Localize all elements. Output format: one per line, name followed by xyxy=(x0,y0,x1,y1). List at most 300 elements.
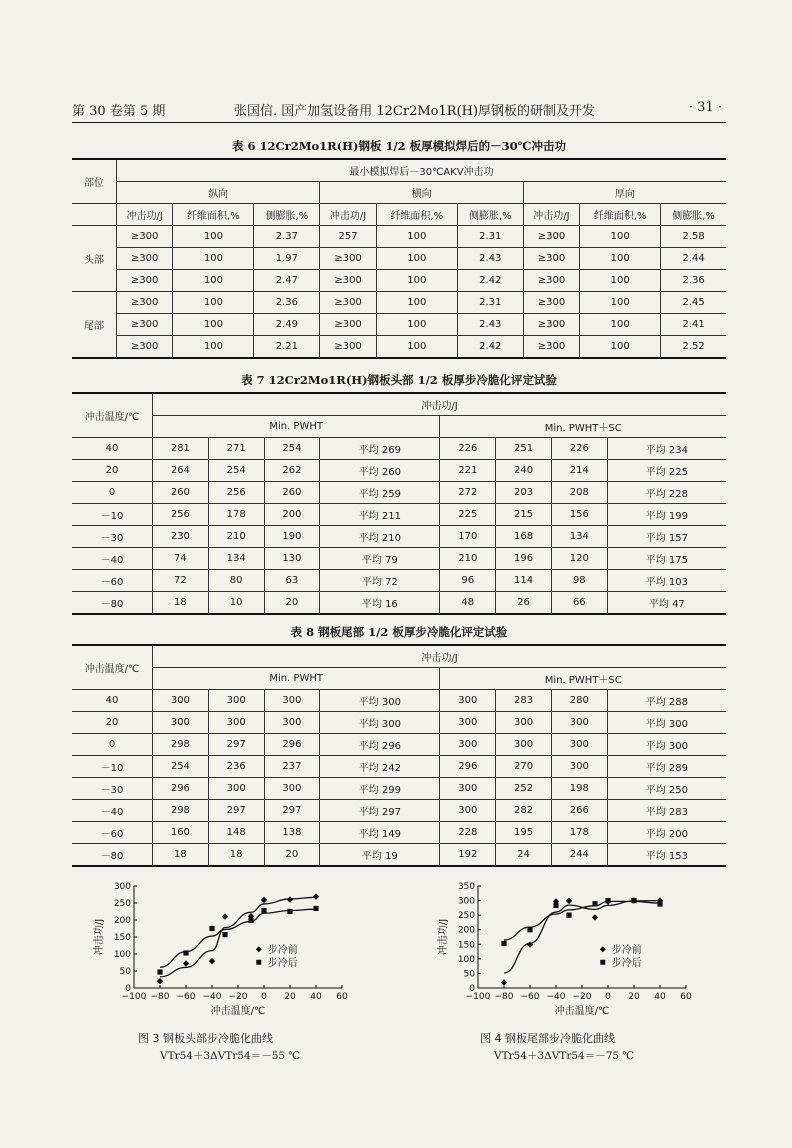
data-point-square xyxy=(527,927,532,932)
table8-group-header: Min. PWHT＋SC xyxy=(440,668,726,690)
table-cell: 264 xyxy=(153,460,209,482)
table-cell: 225 xyxy=(440,504,496,526)
table-cell: 18 xyxy=(208,844,264,867)
y-tick-label: 350 xyxy=(457,882,475,892)
table-cell: －40 xyxy=(72,548,153,570)
table-cell: 300 xyxy=(440,690,496,712)
table-cell: ≥300 xyxy=(117,292,173,314)
y-tick-label: 50 xyxy=(463,969,475,980)
x-tick-label: 40 xyxy=(310,992,322,1002)
table-cell: 18 xyxy=(153,844,209,867)
table7-group-header: Min. PWHT＋SC xyxy=(440,416,726,438)
x-axis-label: 冲击温度/℃ xyxy=(554,1006,610,1017)
table6-top-header: 最小模拟焊后－30℃AKV冲击功 xyxy=(117,159,727,182)
table-cell: 平均 300 xyxy=(607,734,726,756)
y-tick-label: 250 xyxy=(113,899,131,909)
table-cell: 198 xyxy=(551,778,607,800)
table-cell: 平均 297 xyxy=(320,800,440,822)
table-cell: 2.52 xyxy=(661,336,726,359)
table8-caption: 表 8 钢板尾部 1/2 板厚步冷脆化评定试验 xyxy=(290,625,508,639)
table-row xyxy=(72,690,726,712)
table-cell: －10 xyxy=(72,756,153,778)
data-point-diamond xyxy=(566,898,572,904)
table-cell: 100 xyxy=(376,270,457,292)
y-axis-label: 冲击功/J xyxy=(94,918,105,956)
table-cell: 平均 260 xyxy=(320,460,440,482)
table6 xyxy=(72,158,726,359)
table-cell: 300 xyxy=(551,712,607,734)
table6-part-cell: 头部 xyxy=(72,226,117,292)
table-cell: 平均 300 xyxy=(320,712,440,734)
table-cell: 300 xyxy=(264,778,320,800)
figure4-caption: 图 4 钢板尾部步冷脆化曲线 xyxy=(480,1032,615,1045)
table-cell: 100 xyxy=(580,248,661,270)
legend-label: 步冷后 xyxy=(267,958,298,970)
table-cell: 300 xyxy=(440,712,496,734)
table-cell: －80 xyxy=(72,844,153,867)
table-cell: 2.42 xyxy=(457,336,523,359)
table-cell: 251 xyxy=(496,438,552,460)
table-cell: 0 xyxy=(72,734,153,756)
table-cell: ≥300 xyxy=(320,336,376,359)
table-row xyxy=(72,314,726,336)
table-cell: ≥300 xyxy=(117,314,173,336)
table-cell: 178 xyxy=(551,822,607,844)
table-row xyxy=(72,592,726,615)
table-cell: 平均 289 xyxy=(607,756,726,778)
table-cell: 48 xyxy=(440,592,496,615)
table-cell: 297 xyxy=(208,800,264,822)
table-row xyxy=(72,438,726,460)
table-cell: 2.58 xyxy=(661,226,726,248)
table-cell: 280 xyxy=(551,690,607,712)
table-cell: 240 xyxy=(496,460,552,482)
table-cell: 236 xyxy=(208,756,264,778)
table-cell: ≥300 xyxy=(117,336,173,359)
table-cell: 100 xyxy=(376,292,457,314)
table-cell: 100 xyxy=(580,270,661,292)
table-row xyxy=(72,292,726,314)
table-cell: 平均 175 xyxy=(607,548,726,570)
table-cell: 210 xyxy=(440,548,496,570)
legend-marker-diamond xyxy=(600,946,606,952)
table-cell: ≥300 xyxy=(117,226,173,248)
table6-subcol-header: 侧膨胀,% xyxy=(661,204,726,226)
table7-energy-header: 冲击功/J xyxy=(153,393,727,416)
table-cell: 平均 250 xyxy=(607,778,726,800)
table-cell: 100 xyxy=(376,314,457,336)
table-cell: 300 xyxy=(264,712,320,734)
x-tick-label: −60 xyxy=(520,992,540,1002)
table-cell: 298 xyxy=(153,734,209,756)
table-cell: 2.49 xyxy=(254,314,320,336)
table-row xyxy=(72,504,726,526)
table6-part-header: 部位 xyxy=(72,159,117,204)
table-cell: 平均 242 xyxy=(320,756,440,778)
table-cell: 2.41 xyxy=(661,314,726,336)
table6-caption: 表 6 12Cr2Mo1R(H)钢板 1/2 板厚模拟焊后的－30℃冲击功 xyxy=(232,139,566,153)
data-point-square xyxy=(261,908,266,913)
table-row xyxy=(72,482,726,504)
table-cell: －10 xyxy=(72,504,153,526)
table-cell: 平均 199 xyxy=(607,504,726,526)
table-row xyxy=(72,548,726,570)
table-cell: 254 xyxy=(153,756,209,778)
table-cell: 282 xyxy=(496,800,552,822)
y-tick-label: 200 xyxy=(457,925,475,936)
data-point-square xyxy=(605,898,610,903)
y-tick-label: 0 xyxy=(125,984,131,994)
table6-subcol-header: 侧膨胀,% xyxy=(457,204,523,226)
data-point-square xyxy=(157,969,162,974)
data-point-square xyxy=(183,950,188,955)
legend-label: 步冷后 xyxy=(611,958,642,970)
table-cell: 40 xyxy=(72,438,153,460)
table-cell: 平均 269 xyxy=(320,438,440,460)
table-row xyxy=(72,712,726,734)
x-tick-label: −100 xyxy=(121,992,147,1002)
data-point-square xyxy=(287,909,292,914)
table-cell: 2.37 xyxy=(254,226,320,248)
x-tick-label: 0 xyxy=(261,992,267,1002)
table7-group-header: Min. PWHT xyxy=(153,416,440,438)
y-axis-label: 冲击功/J xyxy=(438,918,449,956)
table-cell: 40 xyxy=(72,690,153,712)
table-cell: 170 xyxy=(440,526,496,548)
table-cell: 平均 234 xyxy=(607,438,726,460)
data-point-diamond xyxy=(222,913,228,919)
table-cell: 0 xyxy=(72,482,153,504)
table-cell: 平均 259 xyxy=(320,482,440,504)
table-cell: 100 xyxy=(580,226,661,248)
table-cell: 271 xyxy=(208,438,264,460)
table6-group-header: 厚向 xyxy=(523,182,726,204)
table-cell: 2.42 xyxy=(457,270,523,292)
table-cell: ≥300 xyxy=(320,248,376,270)
table6-group-header: 横向 xyxy=(320,182,523,204)
data-point-square xyxy=(209,926,214,931)
table-row xyxy=(72,526,726,548)
table-cell: 200 xyxy=(264,504,320,526)
table-cell: 266 xyxy=(551,800,607,822)
table7 xyxy=(72,392,726,615)
table-cell: 226 xyxy=(551,438,607,460)
table6-subcol-header: 纤维面积,% xyxy=(173,204,254,226)
table-cell: 100 xyxy=(173,336,254,359)
table-cell: 297 xyxy=(264,800,320,822)
data-point-square xyxy=(657,901,662,906)
table-cell: 300 xyxy=(496,712,552,734)
table-cell: 平均 288 xyxy=(607,690,726,712)
table8-temp-header: 冲击温度/℃ xyxy=(72,645,153,690)
legend-marker-square xyxy=(600,960,605,965)
x-tick-label: −40 xyxy=(546,992,566,1002)
table6-subcol-header: 纤维面积,% xyxy=(376,204,457,226)
table-cell: 228 xyxy=(440,822,496,844)
table-cell: 300 xyxy=(153,712,209,734)
table-cell: 100 xyxy=(173,226,254,248)
table-cell: 18 xyxy=(153,592,209,615)
table6-subcol-header: 冲击功/J xyxy=(320,204,376,226)
header-rule xyxy=(72,122,726,123)
figure3-caption: 图 3 钢板头部步冷脆化曲线 xyxy=(138,1032,273,1045)
table-cell: 298 xyxy=(153,800,209,822)
table-cell: 100 xyxy=(376,248,457,270)
table-row xyxy=(72,226,726,248)
y-tick-label: 0 xyxy=(469,984,475,994)
table-cell: 226 xyxy=(440,438,496,460)
x-tick-label: −80 xyxy=(150,992,170,1002)
table-cell: 300 xyxy=(551,734,607,756)
table-cell: 270 xyxy=(496,756,552,778)
table6-blank-cell xyxy=(72,204,117,226)
table-cell: 134 xyxy=(208,548,264,570)
table-row xyxy=(72,844,726,867)
data-point-diamond xyxy=(261,897,267,903)
y-tick-label: 100 xyxy=(113,950,131,960)
table-row xyxy=(72,570,726,592)
table-cell: ≥300 xyxy=(320,292,376,314)
journal-issue: 第 30 卷第 5 期 xyxy=(72,104,166,119)
table-cell: 215 xyxy=(496,504,552,526)
data-point-diamond xyxy=(183,960,189,966)
figure4-formula: VTr54＋3ΔVTr54＝－75 ℃ xyxy=(494,1050,635,1062)
table-row xyxy=(72,734,726,756)
table-cell: 20 xyxy=(72,712,153,734)
data-point-square xyxy=(222,932,227,937)
table-cell: 平均 296 xyxy=(320,734,440,756)
table-cell: 100 xyxy=(173,248,254,270)
legend-marker-square xyxy=(256,960,261,965)
table-row xyxy=(72,822,726,844)
table-cell: 平均 299 xyxy=(320,778,440,800)
legend-marker-diamond xyxy=(256,946,262,952)
table-cell: 100 xyxy=(580,292,661,314)
legend-label: 步冷前 xyxy=(611,945,642,957)
table-cell: 平均 210 xyxy=(320,526,440,548)
data-point-square xyxy=(592,901,597,906)
table-row xyxy=(72,460,726,482)
legend-label: 步冷前 xyxy=(267,945,298,957)
table-cell: 2.21 xyxy=(254,336,320,359)
table-cell: 平均 300 xyxy=(320,690,440,712)
table-cell: 283 xyxy=(496,690,552,712)
table-cell: 130 xyxy=(264,548,320,570)
table-cell: 平均 157 xyxy=(607,526,726,548)
table-cell: 100 xyxy=(580,314,661,336)
table-cell: 平均 47 xyxy=(607,592,726,615)
data-point-diamond xyxy=(209,958,215,964)
data-point-square xyxy=(631,898,636,903)
table-row xyxy=(72,756,726,778)
table6-part-cell: 尾部 xyxy=(72,292,117,359)
table-cell: 244 xyxy=(551,844,607,867)
table-cell: 296 xyxy=(264,734,320,756)
table-cell: 100 xyxy=(173,292,254,314)
table-cell: 208 xyxy=(551,482,607,504)
data-point-square xyxy=(501,941,506,946)
table-row xyxy=(72,800,726,822)
table8-energy-header: 冲击功/J xyxy=(153,645,727,668)
table-cell: 281 xyxy=(153,438,209,460)
table-cell: 平均 153 xyxy=(607,844,726,867)
y-tick-label: 100 xyxy=(457,954,475,965)
table-cell: 300 xyxy=(264,690,320,712)
table-cell: 1.97 xyxy=(254,248,320,270)
table-cell: 260 xyxy=(264,482,320,504)
figure4-chart xyxy=(432,876,702,1026)
x-tick-label: 20 xyxy=(284,992,296,1002)
table-cell: 203 xyxy=(496,482,552,504)
x-tick-label: 0 xyxy=(605,992,611,1002)
table-cell: 24 xyxy=(496,844,552,867)
table-row xyxy=(72,336,726,359)
table-cell: －40 xyxy=(72,800,153,822)
table-cell: 300 xyxy=(208,778,264,800)
table-cell: ≥300 xyxy=(523,226,579,248)
table6-subcol-header: 冲击功/J xyxy=(523,204,579,226)
table-cell: 平均 72 xyxy=(320,570,440,592)
y-tick-label: 150 xyxy=(457,940,475,951)
table6-subcol-header: 侧膨胀,% xyxy=(254,204,320,226)
table-cell: 100 xyxy=(173,314,254,336)
table-cell: 平均 103 xyxy=(607,570,726,592)
table6-group-header: 纵向 xyxy=(117,182,320,204)
table-cell: 300 xyxy=(440,800,496,822)
data-point-diamond xyxy=(157,978,163,984)
table-cell: 190 xyxy=(264,526,320,548)
table-cell: 2.31 xyxy=(457,226,523,248)
table-cell: 2.36 xyxy=(661,270,726,292)
table-cell: 300 xyxy=(153,690,209,712)
x-tick-label: 60 xyxy=(336,992,348,1002)
table-cell: 100 xyxy=(173,270,254,292)
table-cell: 195 xyxy=(496,822,552,844)
table-cell: 196 xyxy=(496,548,552,570)
table-cell: 平均 19 xyxy=(320,844,440,867)
table-cell: 20 xyxy=(264,592,320,615)
table7-temp-header: 冲击温度/℃ xyxy=(72,393,153,438)
x-tick-label: −20 xyxy=(228,992,248,1002)
table-row xyxy=(72,778,726,800)
table-cell: 272 xyxy=(440,482,496,504)
table7-caption: 表 7 12Cr2Mo1R(H)钢板头部 1/2 板厚步冷脆化评定试验 xyxy=(241,373,557,387)
table-cell: 2.43 xyxy=(457,314,523,336)
table-cell: 148 xyxy=(208,822,264,844)
table-cell: 平均 228 xyxy=(607,482,726,504)
table-cell: 平均 300 xyxy=(607,712,726,734)
x-tick-label: −80 xyxy=(494,992,514,1002)
data-point-diamond xyxy=(313,893,319,899)
table-cell: 20 xyxy=(72,460,153,482)
table-cell: 2.44 xyxy=(661,248,726,270)
table-cell: 254 xyxy=(264,438,320,460)
table-row xyxy=(72,248,726,270)
table-cell: 平均 16 xyxy=(320,592,440,615)
data-point-diamond xyxy=(501,979,507,985)
table-cell: 296 xyxy=(153,778,209,800)
article-title: 张国信. 国产加氢设备用 12Cr2Mo1R(H)厚钢板的研制及开发 xyxy=(234,104,596,119)
x-tick-label: 20 xyxy=(628,992,640,1002)
table-cell: ≥300 xyxy=(117,270,173,292)
table-cell: 96 xyxy=(440,570,496,592)
table-cell: 134 xyxy=(551,526,607,548)
table-cell: 237 xyxy=(264,756,320,778)
table-cell: 2.36 xyxy=(254,292,320,314)
table-cell: 252 xyxy=(496,778,552,800)
table-cell: 平均 225 xyxy=(607,460,726,482)
x-tick-label: 40 xyxy=(654,992,666,1002)
table-cell: 221 xyxy=(440,460,496,482)
table-cell: －30 xyxy=(72,778,153,800)
x-axis-label: 冲击温度/℃ xyxy=(210,1006,266,1017)
table-cell: ≥300 xyxy=(117,248,173,270)
x-tick-label: 60 xyxy=(680,992,692,1002)
table-cell: 72 xyxy=(153,570,209,592)
y-tick-label: 150 xyxy=(113,933,131,943)
table-cell: 平均 200 xyxy=(607,822,726,844)
table-cell: 80 xyxy=(208,570,264,592)
y-tick-label: 300 xyxy=(457,896,475,907)
table6-subcol-header: 冲击功/J xyxy=(117,204,173,226)
data-point-square xyxy=(553,903,558,908)
table-cell: 178 xyxy=(208,504,264,526)
table-cell: ≥300 xyxy=(523,292,579,314)
table-cell: ≥300 xyxy=(320,270,376,292)
table-cell: 160 xyxy=(153,822,209,844)
data-point-square xyxy=(248,918,253,923)
table-cell: 2.47 xyxy=(254,270,320,292)
table-cell: 254 xyxy=(208,460,264,482)
table-cell: 平均 79 xyxy=(320,548,440,570)
table-cell: 256 xyxy=(208,482,264,504)
page-number: · 31 · xyxy=(688,100,722,115)
table-cell: 210 xyxy=(208,526,264,548)
table-cell: 26 xyxy=(496,592,552,615)
table-cell: ≥300 xyxy=(523,248,579,270)
table-cell: 114 xyxy=(496,570,552,592)
table-cell: ≥300 xyxy=(523,336,579,359)
figure3-formula: VTr54＋3ΔVTr54＝－55 ℃ xyxy=(160,1050,301,1062)
data-point-diamond xyxy=(592,914,598,920)
table-cell: 120 xyxy=(551,548,607,570)
table-cell: 300 xyxy=(440,778,496,800)
table-cell: 300 xyxy=(208,690,264,712)
table-cell: 262 xyxy=(264,460,320,482)
table-cell: －60 xyxy=(72,570,153,592)
table-cell: 156 xyxy=(551,504,607,526)
table-cell: 10 xyxy=(208,592,264,615)
table6-subcol-header: 纤维面积,% xyxy=(580,204,661,226)
table-cell: 256 xyxy=(153,504,209,526)
x-tick-label: −100 xyxy=(465,992,491,1002)
table-cell: 300 xyxy=(440,734,496,756)
y-tick-label: 300 xyxy=(113,882,131,892)
table-cell: －80 xyxy=(72,592,153,615)
table-cell: ≥300 xyxy=(523,270,579,292)
table-row xyxy=(72,270,726,292)
table-cell: 230 xyxy=(153,526,209,548)
table-cell: 296 xyxy=(440,756,496,778)
table-cell: 260 xyxy=(153,482,209,504)
table-cell: 100 xyxy=(376,226,457,248)
x-tick-label: −20 xyxy=(572,992,592,1002)
table-cell: 138 xyxy=(264,822,320,844)
table-cell: 平均 283 xyxy=(607,800,726,822)
table-cell: －30 xyxy=(72,526,153,548)
table-cell: 100 xyxy=(580,336,661,359)
table-cell: 2.43 xyxy=(457,248,523,270)
